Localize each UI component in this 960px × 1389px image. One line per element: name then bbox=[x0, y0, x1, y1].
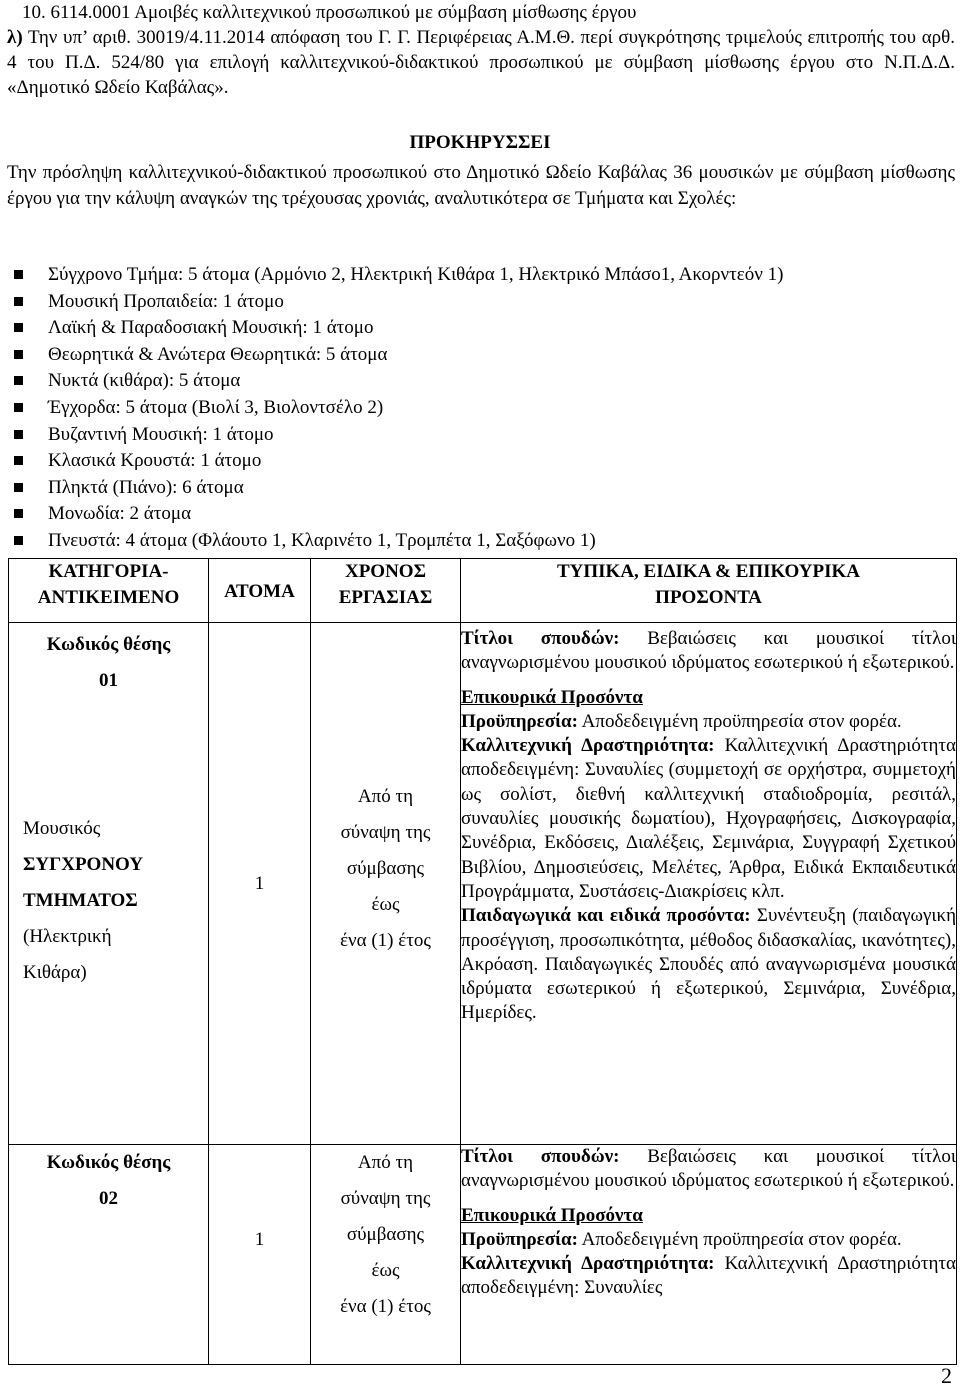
header-persons: ΑΤΟΜΑ bbox=[209, 559, 311, 623]
square-bullet-icon bbox=[14, 323, 23, 332]
list-item: Θεωρητικά & Ανώτερα Θεωρητικά: 5 άτομα bbox=[0, 342, 960, 369]
square-bullet-icon bbox=[14, 483, 23, 492]
item-text: Την υπ’ αριθ. 30019/4.11.2014 απόφαση του Γ. Γ. Περιφέρειας Α.Μ.Θ. περί συγκρότησης τριμελούς επιτροπής του αρθ. 4 του Π.Δ. 524/80 για επιλογή καλλιτεχνικού-διδακτικού προσωπικού με σύμβαση μίσθωσης έργου στο Ν.Π.Δ.Δ. «Δημοτικό Ωδείο Καβάλας». bbox=[7, 27, 955, 98]
position-code-label: Κωδικός θέσης bbox=[46, 634, 171, 655]
intro-paragraph: Την πρόσληψη καλλιτεχνικού-διδακτικού προσωπικού στο Δημοτικό Ωδείο Καβάλας 36 μουσικών με σύμβαση μίσθωσης έργου για την κάλυψη αναγκών της τρέχουσας χρονιάς, αναλυτικότερα σε Τμήματα και Σχολές: bbox=[7, 162, 955, 209]
position-code-label: Κωδικός θέσης bbox=[46, 1152, 171, 1173]
list-item: Βυζαντινή Μουσική: 1 άτομο bbox=[0, 422, 960, 449]
table-row bbox=[9, 623, 957, 1145]
list-item: Μονωδία: 2 άτομα bbox=[0, 501, 960, 528]
persons-cell: 1 bbox=[209, 1145, 311, 1365]
list-item: Νυκτά (κιθάρα): 5 άτομα bbox=[0, 368, 960, 395]
position-code: 01 bbox=[99, 670, 118, 691]
page-number: 2 bbox=[941, 1363, 952, 1388]
item-label: λ) bbox=[7, 27, 23, 48]
artistic-activity: Καλλιτεχνική Δραστηριότητα: Καλλιτεχνική Δραστηριότητα αποδεδειγμένη: Συναυλίες (συμμετοχή σε ορχήστρα, συμμετοχή ως σολίστ, διεθνή καλλιτεχνική σταδιοδρομία, ρεσιτάλ, συναυλίες μουσικής δωματίου), Ηχογραφήσεις, Δισκογραφία, Συνέδρια, Εκδόσεις, Διαλέξεις, Σεμινάρια, Συγγραφή Σχετικού Βιβλίου, Δημοσιεύσεις, Μελέτες, Άρθρα, Ειδικά Εκπαιδευτικά Προγράμματα, Συστάσεις-Διακρίσεις κλπ. bbox=[461, 735, 956, 902]
duration-cell: Από τη σύναψη της σύμβασης έως ένα (1) έτος bbox=[311, 623, 461, 1145]
square-bullet-icon bbox=[14, 403, 23, 412]
list-item: Λαϊκή & Παραδοσιακή Μουσική: 1 άτομο bbox=[0, 315, 960, 342]
positions-table bbox=[8, 558, 957, 1365]
auxiliary-heading: Επικουρικά Προσόντα bbox=[461, 1204, 643, 1226]
square-bullet-icon bbox=[14, 376, 23, 385]
list-item: Έγχορδα: 5 άτομα (Βιολί 3, Βιολοντσέλο 2) bbox=[0, 395, 960, 422]
list-item: Πληκτά (Πιάνο): 6 άτομα bbox=[0, 475, 960, 502]
category-list bbox=[0, 262, 960, 555]
decision-paragraph bbox=[7, 25, 955, 100]
list-item: Σύγχρονο Τμήμα: 5 άτομα (Αρμόνιο 2, Ηλεκτρική Κιθάρα 1, Ηλεκτρικό Μπάσο1, Ακορντεόν 1) bbox=[0, 262, 960, 289]
qualifications-cell bbox=[461, 623, 957, 1145]
table-row bbox=[9, 1145, 957, 1365]
position-code: 02 bbox=[99, 1188, 118, 1209]
square-bullet-icon bbox=[14, 297, 23, 306]
square-bullet-icon bbox=[14, 350, 23, 359]
list-item: Κλασικά Κρουστά: 1 άτομο bbox=[0, 448, 960, 475]
list-item: Πνευστά: 4 άτομα (Φλάουτο 1, Κλαρινέτο 1, Τρομπέτα 1, Σαξόφωνο 1) bbox=[0, 528, 960, 555]
study-titles: Τίτλοι σπουδών: Βεβαιώσεις και μουσικοί τίτλοι αναγνωρισμένου μουσικού ιδρύματος εσωτερικού ή εξωτερικού. bbox=[461, 628, 957, 674]
square-bullet-icon bbox=[14, 509, 23, 518]
list-item: Μουσική Προπαιδεία: 1 άτομο bbox=[0, 289, 960, 316]
position-cell bbox=[9, 1145, 209, 1365]
square-bullet-icon bbox=[14, 536, 23, 545]
experience: Προϋπηρεσία: Αποδεδειγμένη προϋπηρεσία στον φορέα. bbox=[461, 1228, 902, 1250]
budget-line: 10. 6114.0001 Αμοιβές καλλιτεχνικού προσωπικού με σύμβαση μίσθωσης έργου bbox=[22, 2, 637, 23]
square-bullet-icon bbox=[14, 430, 23, 439]
qualifications-cell bbox=[461, 1145, 957, 1365]
experience: Προϋπηρεσία: Αποδεδειγμένη προϋπηρεσία στον φορέα. bbox=[461, 710, 902, 732]
study-titles: Τίτλοι σπουδών: Βεβαιώσεις και μουσικοί τίτλοι αναγνωρισμένου μουσικού ιδρύματος εσωτερικού ή εξωτερικού. bbox=[461, 1146, 957, 1192]
square-bullet-icon bbox=[14, 270, 23, 279]
square-bullet-icon bbox=[14, 456, 23, 465]
position-cell: Κωδικός θέσης 01 Μουσικός ΣΥΓΧΡΟΝΟΥ ΤΜΗΜΑΤΟΣ (Ηλεκτρική Κιθάρα) bbox=[9, 623, 209, 1145]
auxiliary-heading: Επικουρικά Προσόντα bbox=[461, 686, 643, 708]
document-header bbox=[7, 0, 955, 100]
header-category: ΚΑΤΗΓΟΡΙΑ- ΑΝΤΙΚΕΙΜΕΝΟ bbox=[9, 559, 209, 623]
duration-cell: Από τη σύναψη της σύμβασης έως ένα (1) έτος bbox=[311, 1145, 461, 1365]
header-duration: ΧΡΟΝΟΣ ΕΡΓΑΣΙΑΣ bbox=[311, 559, 461, 623]
header-qualifications: ΤΥΠΙΚΑ, ΕΙΔΙΚΑ & ΕΠΙΚΟΥΡΙΚΑ ΠΡΟΣΟΝΤΑ bbox=[461, 559, 957, 623]
persons-cell: 1 bbox=[209, 623, 311, 1145]
page-title: ΠΡΟΚΗΡΥΣΣΕΙ bbox=[409, 132, 551, 153]
artistic-activity: Καλλιτεχνική Δραστηριότητα: Καλλιτεχνική Δραστηριότητα αποδεδειγμένη: Συναυλίες bbox=[461, 1253, 956, 1299]
pedagogical-qualifications: Παιδαγωγικά και ειδικά προσόντα: Συνέντευξη (παιδαγωγική προσέγγιση, προσωπικότητα, μέθοδος διδασκαλίας, ικανότητες), Ακρόαση. Παιδαγωγικές Σπουδές από αναγνωρισμένα μουσικά ιδρύματα εσωτερικού ή εξωτερικού, Σεμινάρια, Συνέδρια, Ημερίδες. bbox=[461, 905, 957, 1024]
table-header-row bbox=[9, 559, 957, 623]
